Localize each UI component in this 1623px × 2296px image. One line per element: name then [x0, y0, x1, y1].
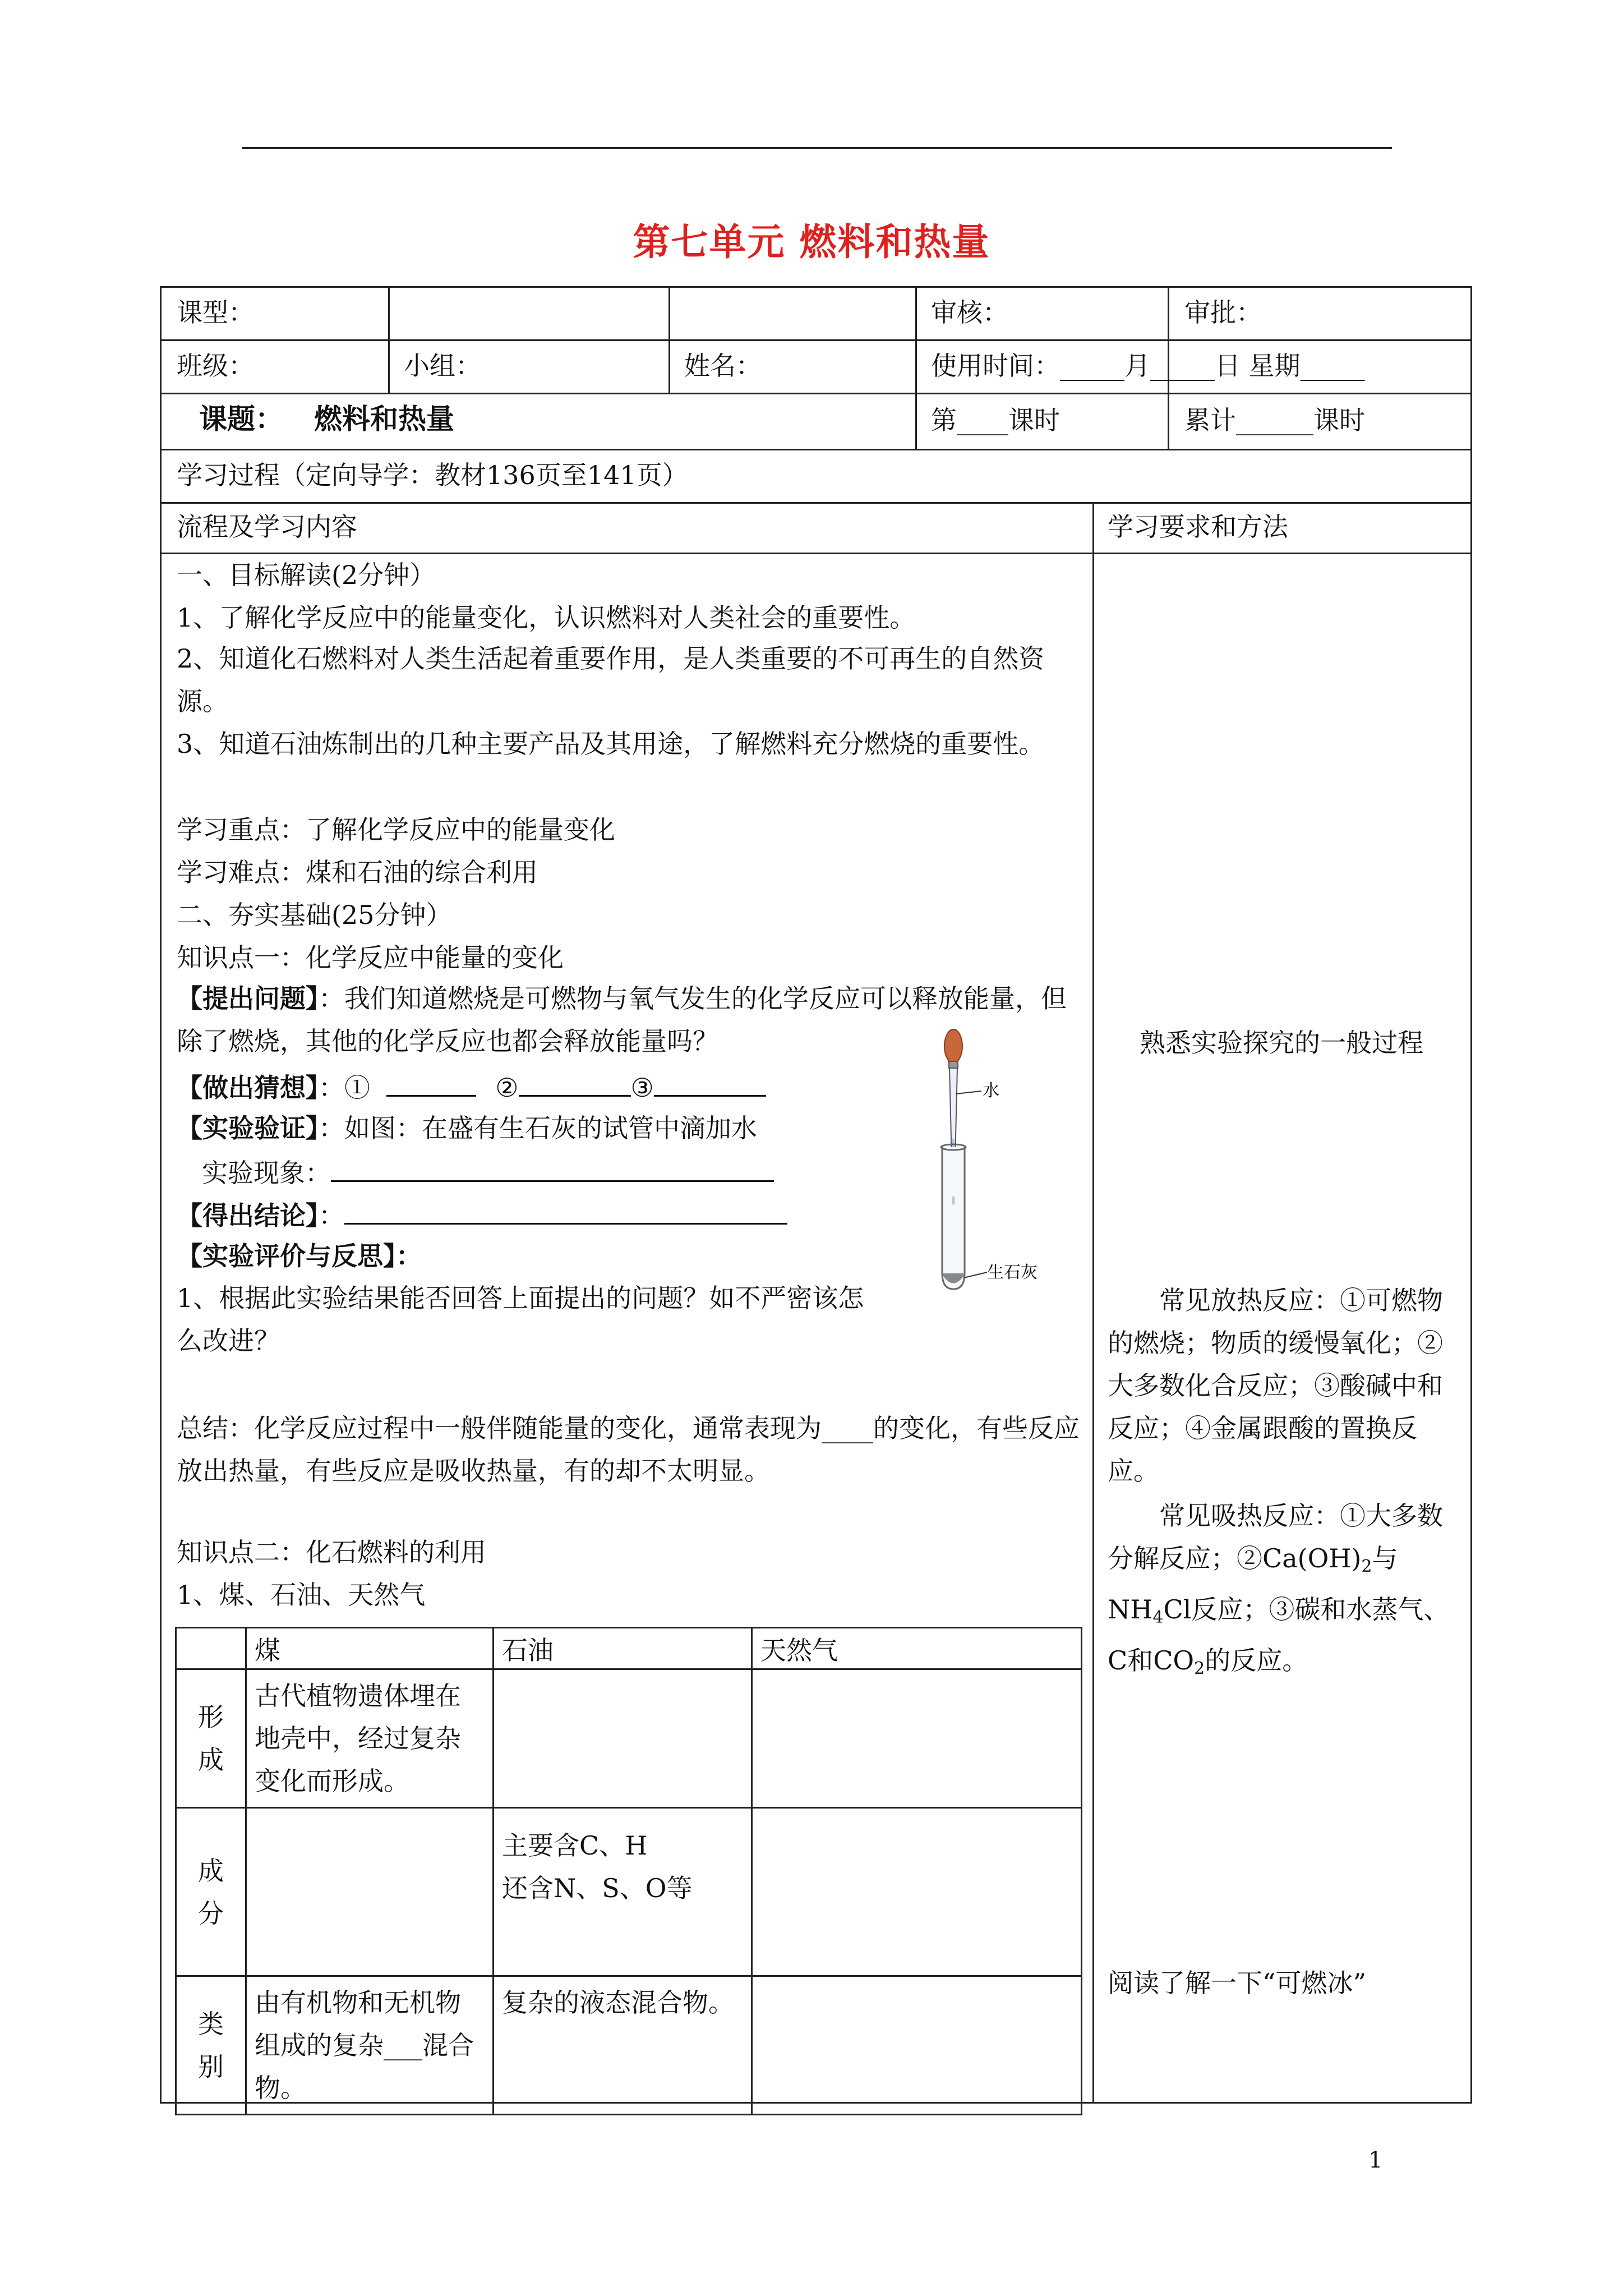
reflection-heading: 【实验评价与反思】： [177, 1241, 422, 1271]
row-label-composition: 成分 [176, 1808, 246, 1976]
col-left-heading: 流程及学习内容 [177, 512, 357, 542]
cell-oil-composition: 主要含C、H 还含N、S、O等 [494, 1808, 752, 1976]
experiment-line: 【实验验证】：如图：在盛有生石灰的试管中滴加水 [177, 1113, 757, 1143]
cell-coal-composition [246, 1808, 494, 1976]
point-one-heading: 知识点一：化学反应中能量的变化 [177, 942, 564, 973]
question-text: 【提出问题】：我们知道燃烧是可燃物与氧气发生的化学反应可以释放能量，但除了燃烧，其他的化学反应也都会释放能量吗？ [177, 983, 1067, 1056]
row-label-category: 类别 [176, 1976, 246, 2115]
total-label: 累计______课时 [1184, 405, 1365, 435]
fuels-subheading: 1、煤、石油、天然气 [177, 1580, 426, 1610]
key-point: 学习重点：了解化学反应中的能量变化 [177, 815, 615, 845]
topic-label: 课题： [199, 403, 283, 435]
process-line: 学习过程（定向导学：教材136页至141页） [177, 460, 688, 490]
col-oil: 石油 [494, 1628, 752, 1669]
class-label: 班级： [177, 351, 254, 381]
goal-2: 2、知道化石燃料对人类生活起着重要作用，是人类重要的不可再生的自然资源。 [177, 643, 1045, 716]
topic-value: 燃料和热量 [314, 403, 454, 435]
header-rule [242, 147, 1392, 149]
water-label: 水 [983, 1081, 999, 1101]
goal-3: 3、知道石油炼制出的几种主要产品及其用途，了解燃料充分燃烧的重要性。 [177, 729, 1045, 759]
goal-1: 1、了解化学反应中的能量变化，认识燃料对人类社会的重要性。 [177, 602, 916, 633]
cell-oil-formation [494, 1669, 752, 1808]
cell-gas-category [752, 1976, 1082, 2115]
test-tube-icon [942, 1147, 965, 1289]
cell-gas-formation [752, 1669, 1082, 1808]
dropper-bulb-icon [944, 1029, 962, 1063]
col-gas: 天然气 [752, 1628, 1082, 1669]
review-label: 审核： [931, 297, 1008, 328]
side-note-exothermic: 常见放热反应：①可燃物的燃烧；物质的缓慢氧化；②大多数化合反应；③酸碱中和反应；④金属跟酸的置换反应。 [1108, 1285, 1443, 1486]
page-title: 第七单元 燃料和热量 [633, 220, 990, 264]
side-note-combustible-ice: 阅读了解一下“可燃冰” [1108, 1968, 1367, 1998]
point-two-heading: 知识点二：化石燃料的利用 [177, 1537, 486, 1567]
col-right-heading: 学习要求和方法 [1108, 512, 1288, 542]
use-time-label: 使用时间：_____月_____日 星期_____ [931, 351, 1365, 381]
row-label-formation: 形成 [176, 1669, 246, 1808]
hypothesis-line: 【做出猜想】：① ② ③ [177, 1070, 766, 1103]
col-coal: 煤 [246, 1628, 494, 1669]
cell-oil-category: 复杂的液态混合物。 [494, 1976, 752, 2115]
lime-label: 生石灰 [987, 1263, 1038, 1282]
fuel-table [175, 1627, 1082, 2115]
side-note-endothermic: 常见吸热反应：①大多数分解反应；$②Ca(OH)_2$与$NH_4Cl$反应；③碳和水蒸气、C和$CO_2$的反应。 [1108, 1501, 1450, 1678]
side-note-inquiry: 熟悉实验探究的一般过程 [1140, 1028, 1423, 1058]
type-label: 课型： [177, 297, 254, 328]
cell-coal-formation: 古代植物遗体埋在地壳中，经过复杂变化而形成。 [246, 1669, 494, 1808]
approve-label: 审批： [1184, 297, 1262, 328]
cell-coal-category: 由有机物和无机物组成的复杂___混合物。 [246, 1976, 494, 2115]
phenomenon-line: 实验现象： [202, 1156, 774, 1188]
basics-heading: 二、夯实基础(25分钟） [177, 900, 452, 930]
test-tube-figure [920, 1027, 1071, 1307]
difficult-point: 学习难点：煤和石油的综合利用 [177, 857, 538, 887]
conclusion-line: 【得出结论】： [177, 1198, 787, 1231]
name-label: 姓名： [684, 351, 762, 381]
goal-heading: 一、目标解读(2分钟） [177, 560, 436, 590]
group-label: 小组： [404, 351, 481, 381]
period-label: 第____课时 [931, 405, 1060, 435]
reflection-question: 1、根据此实验结果能否回答上面提出的问题？如不严密该怎么改进？ [177, 1283, 864, 1356]
summary-text: 总结：化学反应过程中一般伴随能量的变化，通常表现为____的变化，有些反应放出热量，有些反应是吸收热量，有的却不太明显。 [177, 1413, 1080, 1486]
cell-gas-composition [752, 1808, 1082, 1976]
page-number: 1 [1368, 2147, 1383, 2173]
